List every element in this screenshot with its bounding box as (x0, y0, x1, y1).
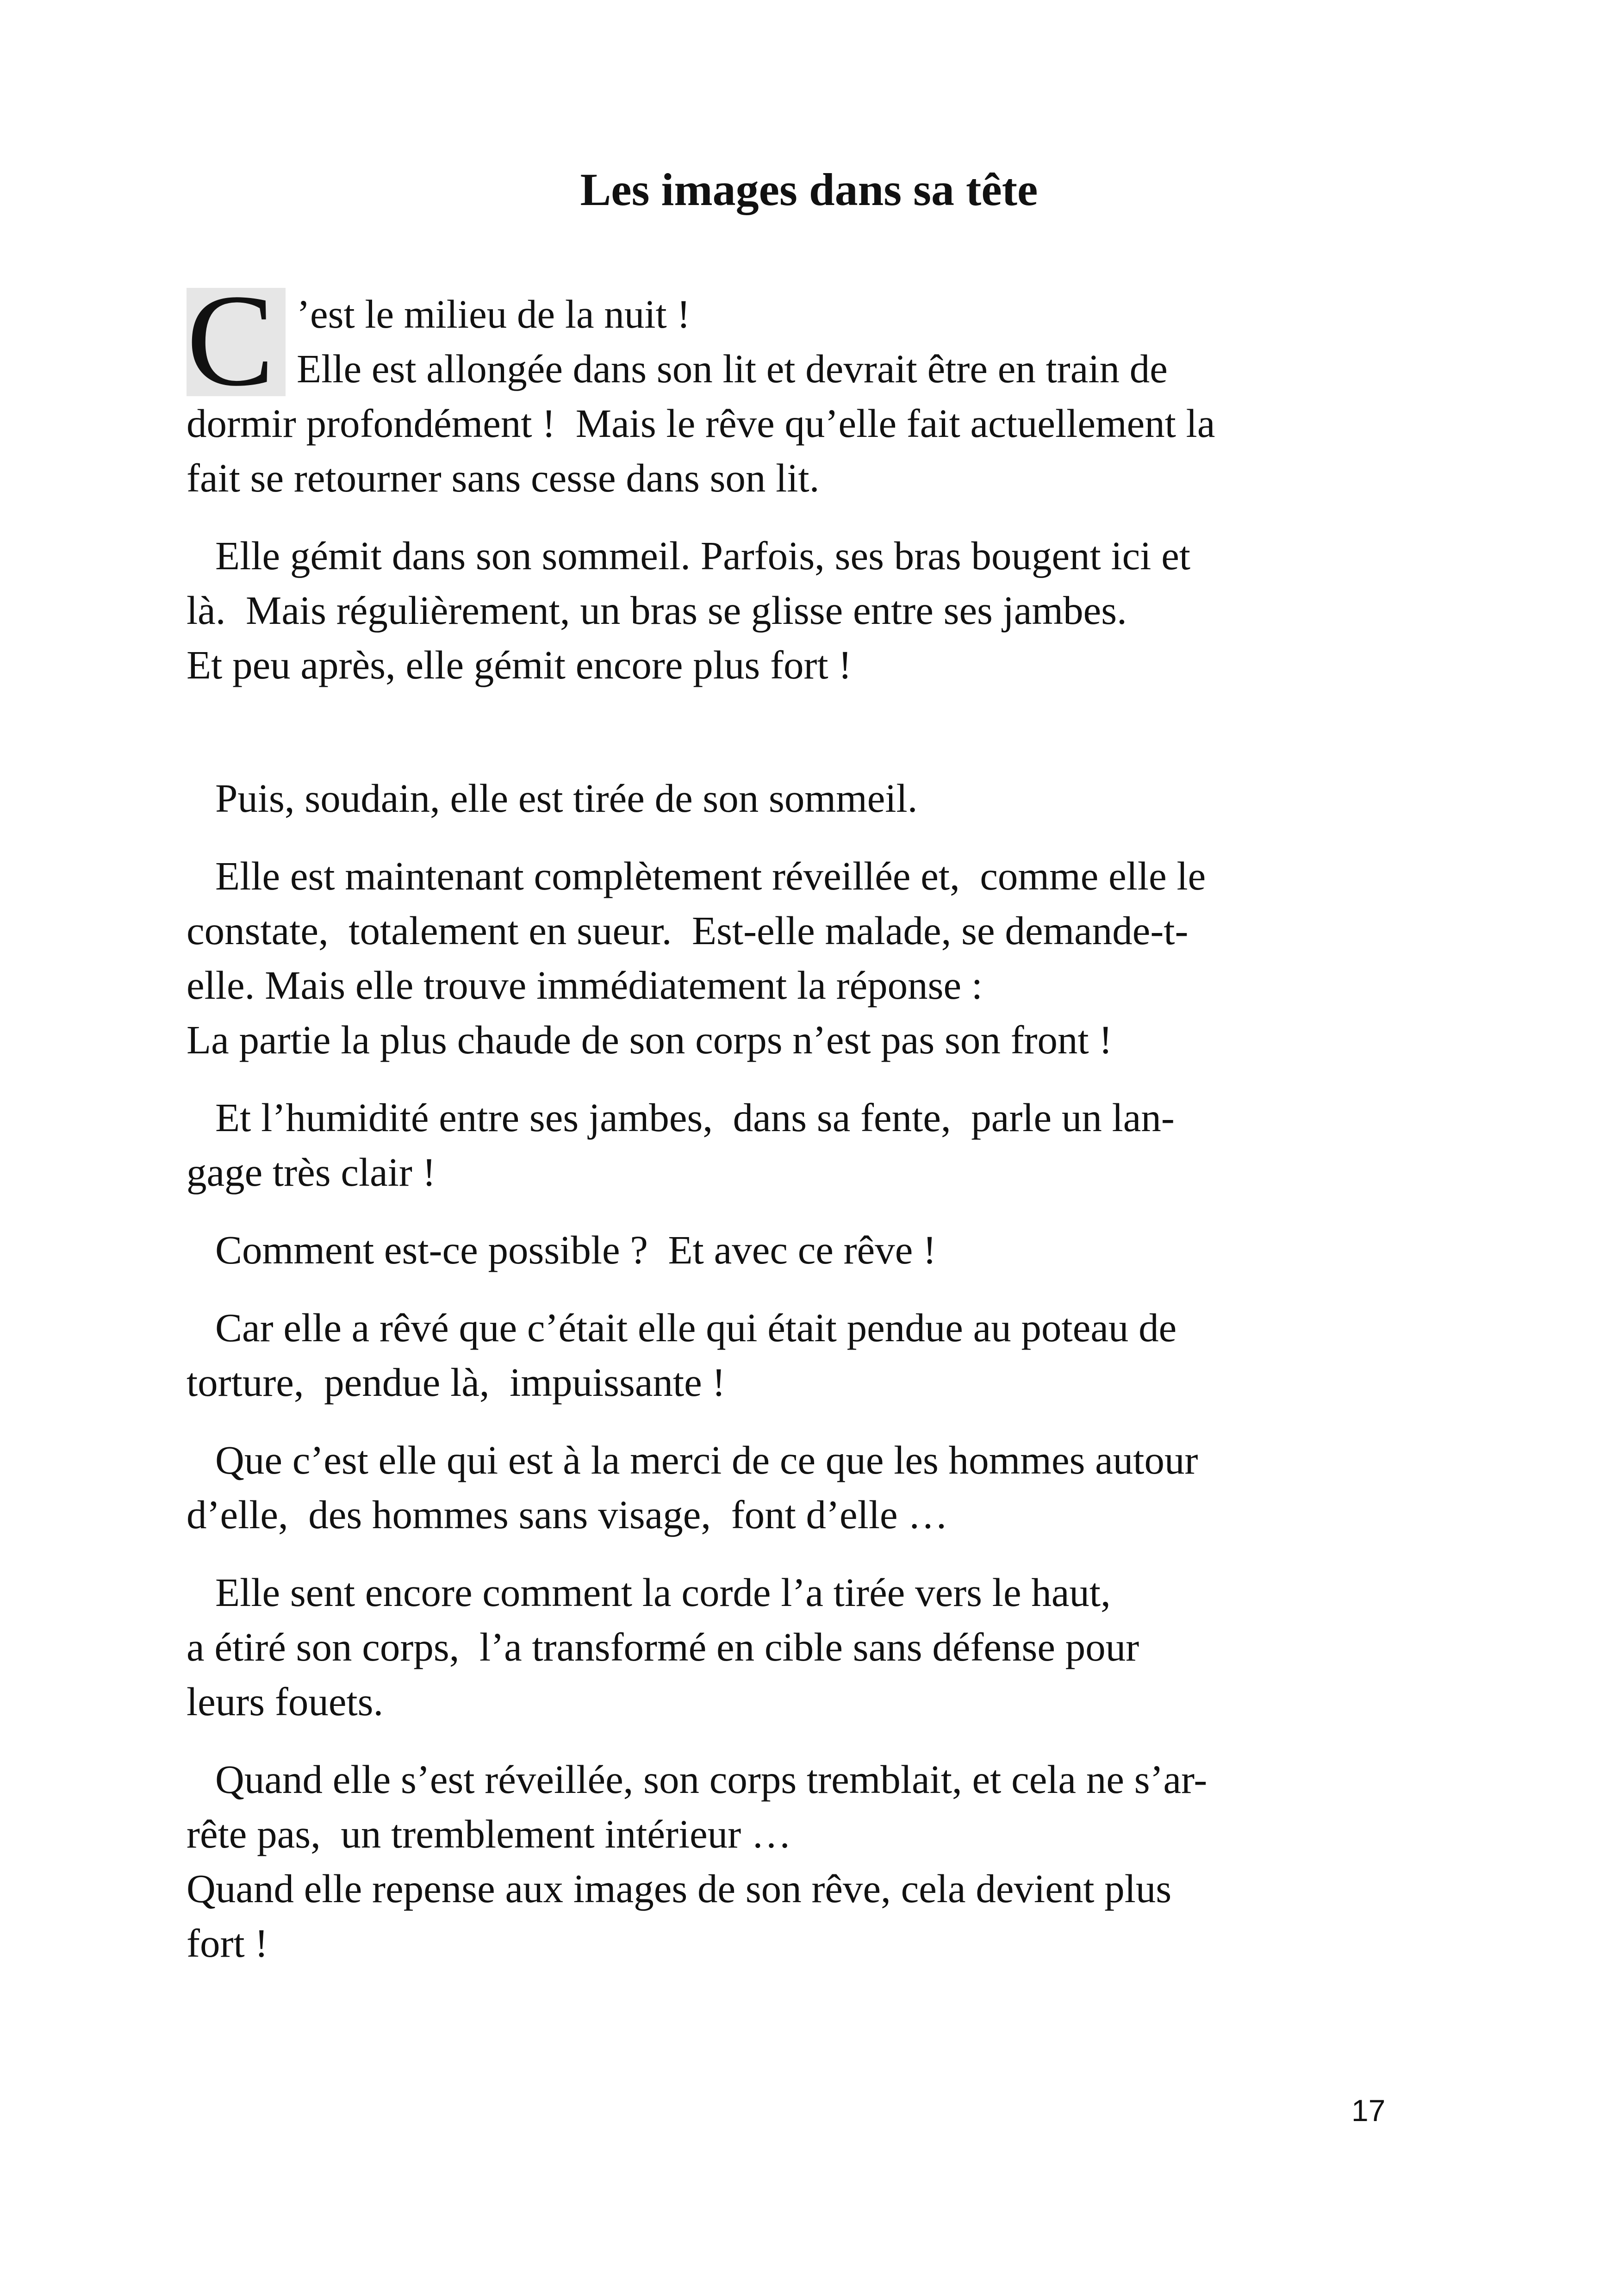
paragraph-7 (187, 1300, 1473, 1410)
text-line: torture, pendue là, impuissante ! (187, 1360, 726, 1405)
body-text (187, 287, 1473, 1994)
text-line: Quand elle repense aux images de son rêve, cela devient plus (187, 1866, 1172, 1911)
text-line: a étiré son corps, l’a transformé en cible sans défense pour (187, 1624, 1139, 1669)
text-line: elle. Mais elle trouve immédiatement la réponse : (187, 963, 983, 1008)
text-line: dormir profondément ! Mais le rêve qu’elle fait actuellement la (187, 401, 1215, 446)
text-line: fait se retourner sans cesse dans son lit. (187, 455, 820, 500)
paragraph-6 (187, 1223, 1473, 1277)
text-line: La partie la plus chaude de son corps n’est pas son front ! (187, 1017, 1113, 1062)
text-line: rête pas, un tremblement intérieur … (187, 1811, 791, 1856)
text-line: Que c’est elle qui est à la merci de ce que les hommes autour (215, 1437, 1198, 1482)
text-line: Et peu après, elle gémit encore plus fort ! (187, 642, 852, 687)
text-line: Elle est maintenant complètement réveillée et, comme elle le (215, 853, 1206, 898)
chapter-title: Les images dans sa tête (580, 164, 1038, 215)
page-number: 17 (1351, 2093, 1386, 2128)
text-line: leurs fouets. (187, 1679, 384, 1724)
text-line: d’elle, des hommes sans visage, font d’elle … (187, 1492, 948, 1537)
paragraph-4 (187, 849, 1473, 1067)
paragraph-3 (187, 771, 1473, 826)
paragraph-8 (187, 1433, 1473, 1542)
paragraph-9 (187, 1565, 1473, 1729)
paragraph-2 (187, 529, 1473, 692)
text-line: Comment est-ce possible ? Et avec ce rêve ! (215, 1227, 937, 1272)
drop-cap: C (187, 288, 286, 396)
text-line: Elle gémit dans son sommeil. Parfois, ses bras bougent ici et (215, 533, 1190, 578)
text-line: Car elle a rêvé que c’était elle qui était pendue au poteau de (215, 1305, 1177, 1350)
paragraph-10 (187, 1752, 1473, 1971)
text-line: gage très clair ! (187, 1150, 436, 1195)
paragraph-1 (187, 287, 1473, 505)
text-line: fort ! (187, 1921, 268, 1966)
paragraph-5 (187, 1090, 1473, 1200)
text-line: ’est le milieu de la nuit ! (297, 292, 691, 336)
text-line: Quand elle s’est réveillée, son corps tremblait, et cela ne s’ar- (215, 1757, 1207, 1802)
text-line: constate, totalement en sueur. Est-elle malade, se demande-t- (187, 908, 1189, 953)
text-line: Elle sent encore comment la corde l’a tirée vers le haut, (215, 1570, 1111, 1615)
text-line: Et l’humidité entre ses jambes, dans sa fente, parle un lan- (215, 1095, 1175, 1140)
text-line: Puis, soudain, elle est tirée de son sommeil. (215, 776, 918, 821)
text-line: Elle est allongée dans son lit et devrait être en train de (297, 346, 1168, 391)
section-gap (187, 716, 1473, 771)
text-line: là. Mais régulièrement, un bras se glisse entre ses jambes. (187, 588, 1127, 633)
